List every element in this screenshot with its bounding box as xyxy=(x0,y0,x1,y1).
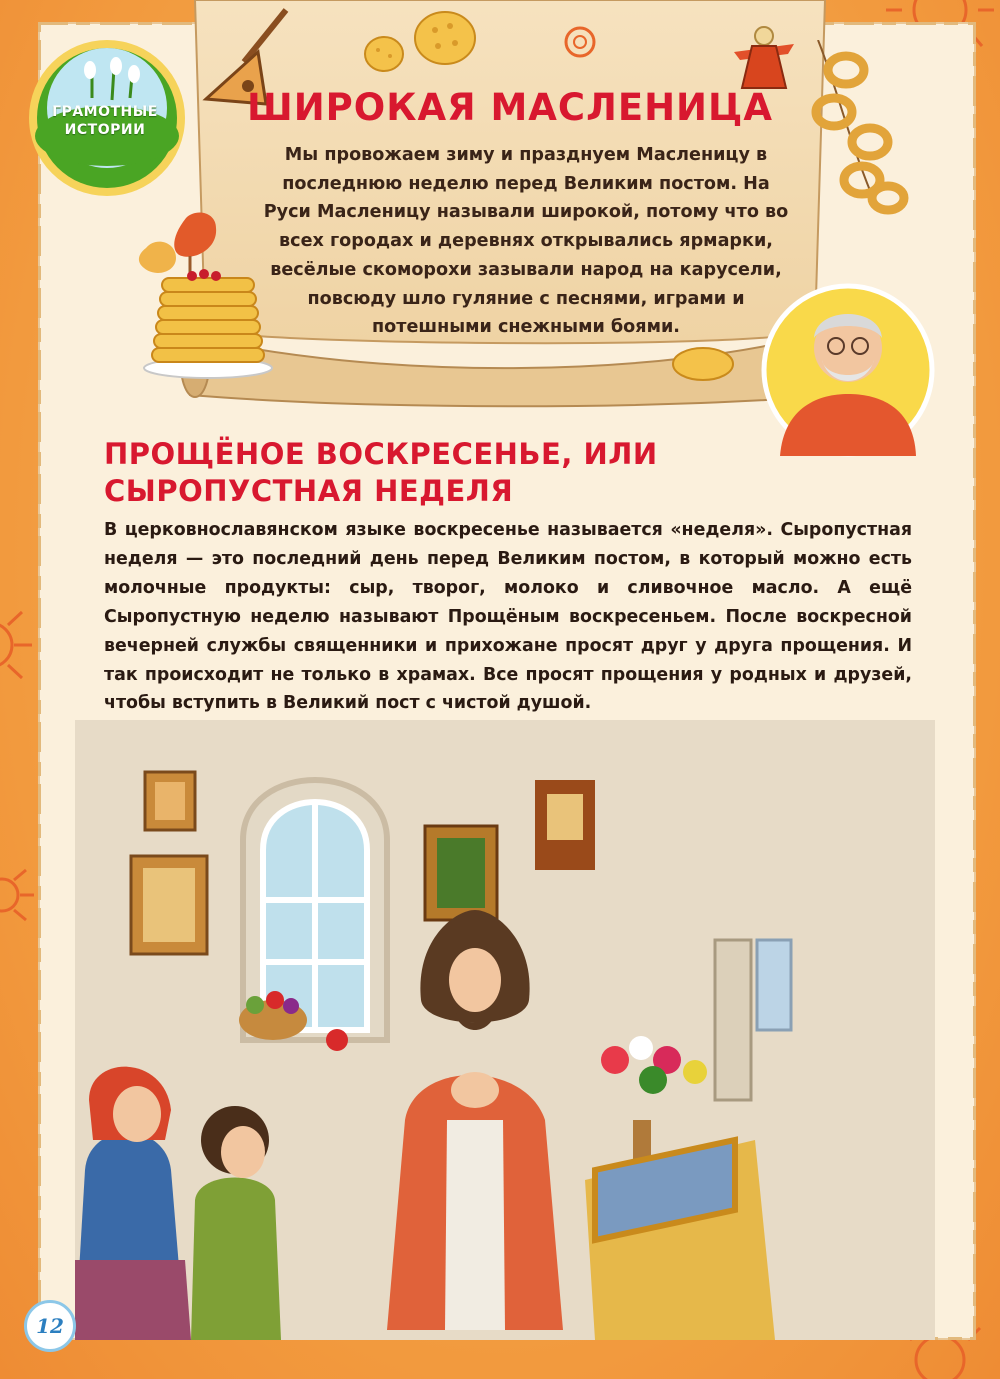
section-heading-line-1: ПРОЩЁНОЕ ВОСКРЕСЕНЬЕ, ИЛИ xyxy=(104,437,658,471)
badge-label xyxy=(40,103,170,139)
page-number-badge xyxy=(24,1300,76,1352)
sun-icon xyxy=(0,590,40,700)
page-number: 12 xyxy=(36,1314,64,1338)
church-illustration xyxy=(75,700,935,1340)
pancake-icon xyxy=(362,34,406,74)
scroll-intro-text: Мы провожаем зиму и празднуем Масленицу в последнюю неделю перед Великим постом. На Руси Масленицу называли широкой, потому что во всех городах и деревнях открывались ярмарки, весёлые скоморохи зазывали народ на карусели, повсюду шло гуляние с песнями, играми и потешными снежными боями. xyxy=(263,145,789,338)
boy-figure xyxy=(191,1106,281,1340)
pancake-icon xyxy=(410,8,480,68)
doll-icon xyxy=(728,22,800,92)
badge-line-1: ГРАМОТНЫЕ xyxy=(52,104,158,120)
section-body-text: В церковнославянском языке воскресенье называется «неделя». Сыропустная неделя — это последний день перед Великим постом, в который можно есть молочные продукты: сыр, творог, молоко и сливочное масло. А ещё Сыропустную неделю называют Прощёным воскресеньем. После воскресной вечерней службы священники и прихожане просят друг у друга прощения. И так происходит не только в храмах. Все просят прощения у родных и друзей, чтобы вступить в Великий пост с чистой душой. xyxy=(104,520,912,714)
pancake-icon xyxy=(670,342,736,382)
section-heading xyxy=(104,436,744,510)
badge-line-2: ИСТОРИИ xyxy=(64,122,146,138)
pancake-stack-icon xyxy=(142,268,276,380)
bagels-icon xyxy=(808,40,938,220)
scroll-title: ШИРОКАЯ МАСЛЕНИЦА xyxy=(246,86,773,129)
section-heading-line-2: СЫРОПУСТНАЯ НЕДЕЛЯ xyxy=(104,474,514,508)
sun-icon xyxy=(554,16,606,68)
sun-icon xyxy=(0,850,40,940)
